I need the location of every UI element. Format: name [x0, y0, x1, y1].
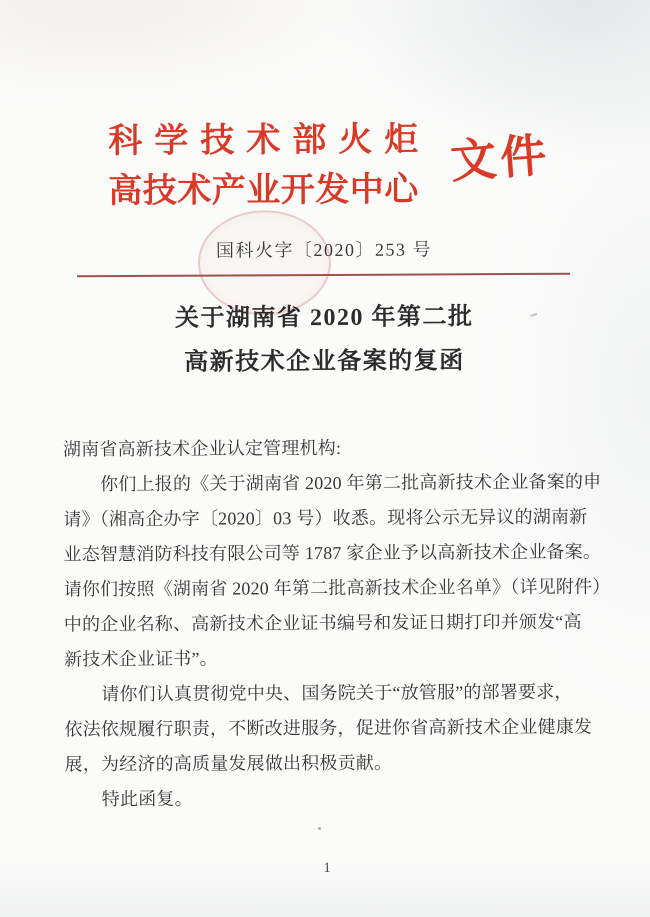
issuer-name-line1: 科学技术部火炬	[108, 121, 431, 161]
body-line: 请》（湘高企办字〔2020〕03 号）收悉。现将公示无异议的湖南新	[63, 506, 588, 530]
body-line: 请你们认真贯彻党中央、国务院关于“放管服”的部署要求，	[101, 681, 573, 705]
page-number: 1	[323, 860, 331, 877]
scan-speck	[318, 827, 321, 830]
body-line: 新技术企业证书”。	[63, 648, 218, 670]
document-body	[62, 430, 611, 818]
closing-line: 特此函复。	[101, 788, 193, 810]
body-line: 展，为经济的高质量发展做出积极贡献。	[64, 752, 393, 775]
doc-type-label: 文件	[448, 129, 553, 188]
issuer-name-line2: 高技术产业开发中心	[108, 171, 419, 211]
title-line1: 关于湖南省 2020 年第二批	[174, 304, 474, 332]
salutation-line: 湖南省高新技术企业认定管理机构:	[62, 437, 342, 460]
body-line: 依法依规履行职责，不断改进服务，促进你省高新技术企业健康发	[64, 716, 593, 740]
document-title	[0, 294, 650, 385]
letterhead	[93, 115, 434, 217]
body-line: 中的企业名称、高新技术企业证书编号和发证日期打印并颁发“高	[63, 611, 582, 635]
reference-number: 国科火字〔2020〕253 号	[215, 239, 432, 261]
body-line: 业态智慧消防科技有限公司等 1787 家企业予以高新技术企业备案。	[63, 541, 602, 565]
body-line: 你们上报的《关于湖南省 2020 年第二批高新技术企业备案的申	[100, 471, 602, 495]
body-line: 请你们按照《湖南省 2020 年第二批高新技术企业名单》（详见附件）	[63, 576, 611, 600]
title-line2: 高新技术企业备案的复函	[184, 348, 465, 376]
